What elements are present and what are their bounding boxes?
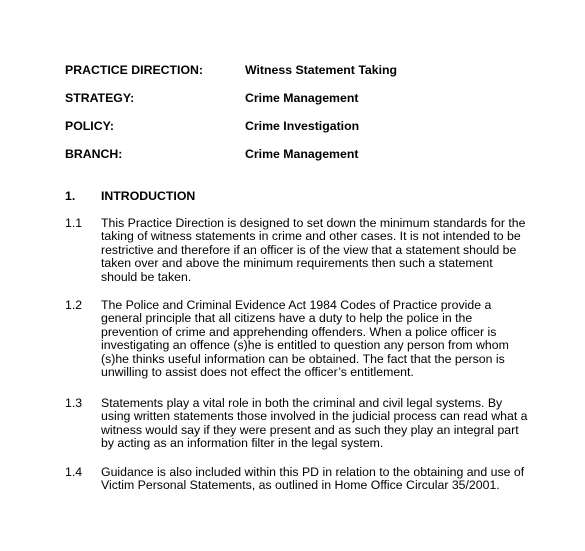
text-line: should be taken. (101, 269, 192, 284)
text-line: Guidance is also included within this PD in relation to the obtaining and use of (101, 465, 525, 479)
text-line: using written statements those involved in the judicial process can read what a (101, 409, 528, 424)
text-line: taken over and above the minimum requirements then such a statement (101, 256, 493, 271)
text-line: The Police and Criminal Evidence Act 1984 Codes of Practice provide a (101, 298, 492, 312)
header-value: Crime Management (245, 91, 359, 105)
paragraph-number: 1.4 (65, 465, 83, 479)
text-line: This Practice Direction is designed to set down the minimum standards for the (101, 216, 526, 230)
text-line: witness would say if they were present and as such they play an integral part (101, 422, 519, 437)
text-line: unwilling to assist does not effect the officer’s entitlement. (101, 365, 414, 380)
text-line: investigating an offence (s)he is entitled to question any person from whom (101, 338, 509, 353)
header-value: Crime Investigation (245, 119, 360, 133)
section-heading (65, 187, 565, 205)
paragraph-number: 1.3 (65, 396, 83, 410)
text-line: general principle that all citizens have a duty to help the police in the (101, 311, 473, 326)
text-line: (s)he thinks useful information can be obtained. The fact that the person is (101, 351, 505, 366)
paragraph-text (101, 299, 525, 379)
text-line: Statements play a vital role in both the criminal and civil legal systems. By (101, 396, 503, 410)
header-label: BRANCH: (65, 147, 123, 161)
header-label: STRATEGY: (65, 91, 135, 105)
header-row-practice-direction (65, 61, 565, 79)
header-value: Witness Statement Taking (245, 63, 398, 77)
paragraph-text (101, 466, 525, 493)
header-label: POLICY: (65, 119, 114, 133)
header-label: PRACTICE DIRECTION: (65, 63, 203, 77)
text-line: prevention of crime and apprehending offenders. When a police officer is (101, 324, 497, 339)
section-title: INTRODUCTION (101, 189, 196, 203)
section-number: 1. (65, 189, 76, 203)
text-line: Victim Personal Statements, as outlined in Home Office Circular 35/2001. (101, 478, 500, 493)
text-line: taking of witness statements in crime and other cases. It is not intended to be (101, 229, 521, 244)
paragraph-number: 1.2 (65, 298, 83, 312)
paragraph-text (101, 396, 528, 451)
header-row-policy (65, 117, 565, 135)
paragraph-text (101, 217, 525, 284)
header-row-branch (65, 145, 565, 163)
header-row-strategy (65, 89, 565, 107)
header-value: Crime Management (245, 147, 359, 161)
text-line: restrictive and therefore if an officer is of the view that a statement should be (101, 242, 517, 257)
text-line: by acting as an information filter in the legal system. (101, 436, 384, 451)
paragraph-number: 1.1 (65, 216, 83, 230)
